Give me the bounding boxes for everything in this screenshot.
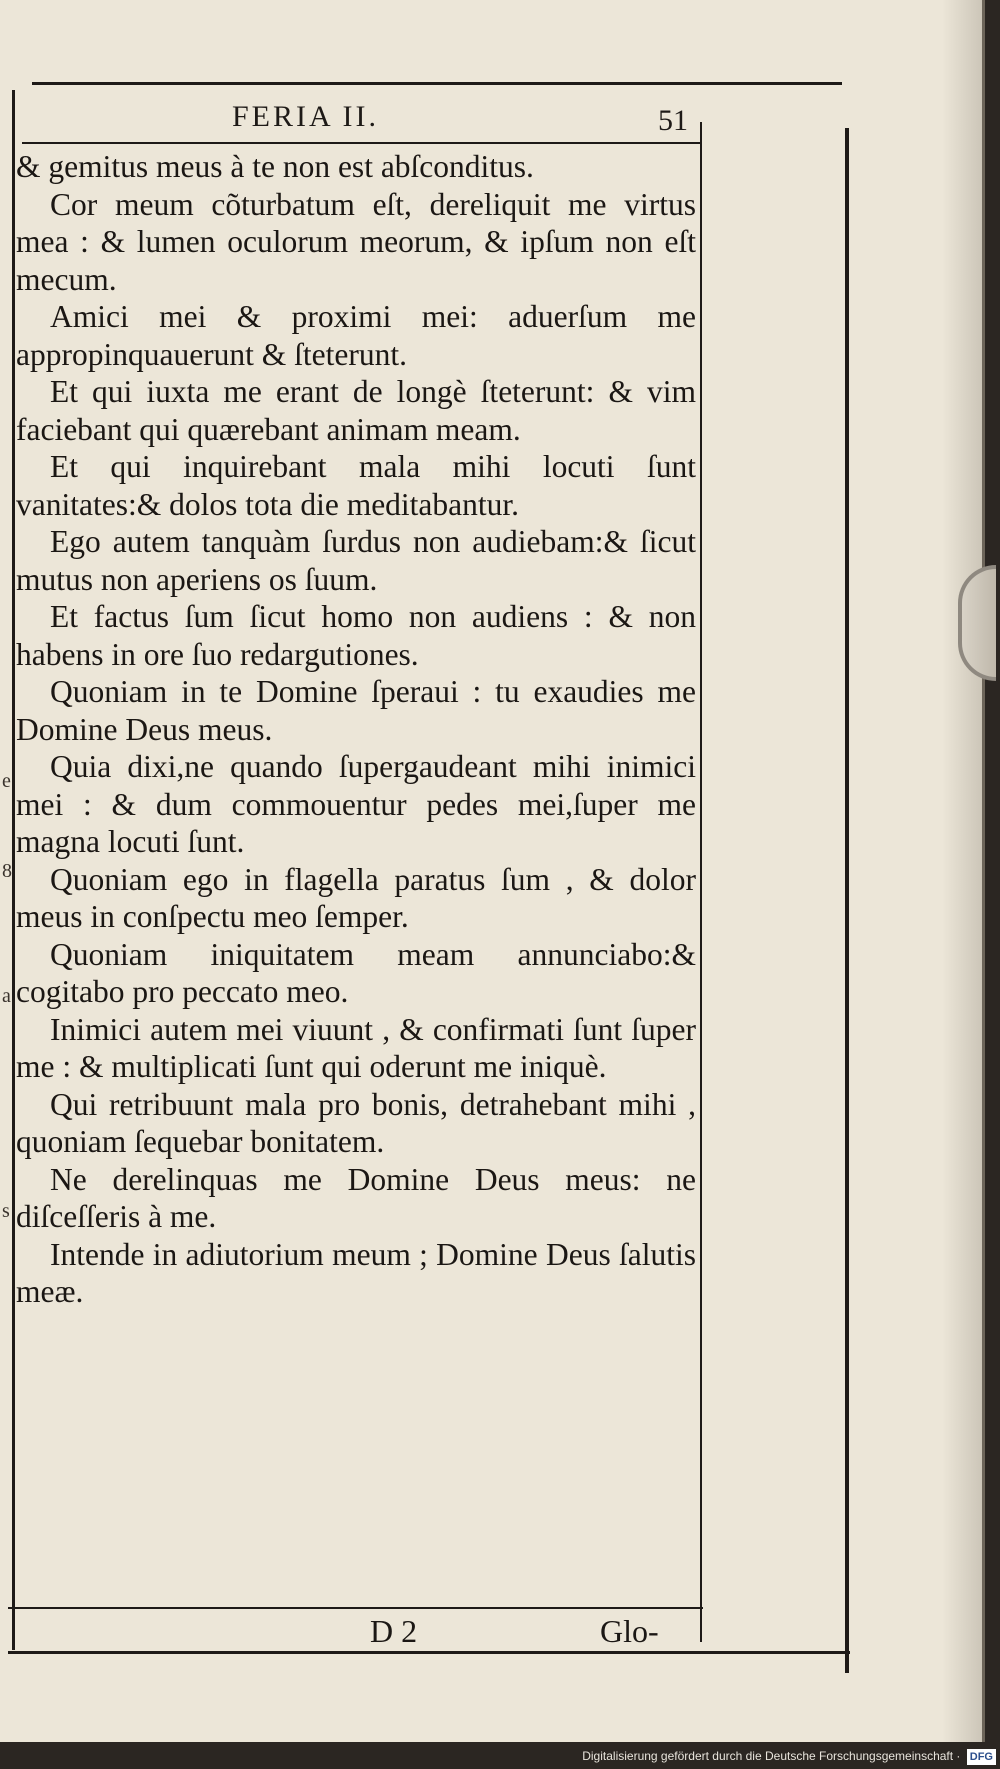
verse: Amici mei & proximi mei: aduerſum me appropinquauerunt & ſteterunt. (16, 299, 696, 372)
verse: Qui retribuunt mala pro bonis, detrahebant mihi , quoniam ſequebar bonitatem. (16, 1086, 696, 1159)
verse-continuation: & gemitus meus à te non est abſconditus. (16, 149, 534, 184)
running-head: FERIA II. (232, 100, 379, 133)
credit-text: Digitalisierung gefördert durch die Deutsche Forschungsgemeinschaft · (582, 1749, 961, 1763)
verse: Et qui inquirebant mala mihi locuti ſunt vanitates:& dolos tota die meditabantur. (16, 449, 696, 522)
verse: Ego autem tanquàm ſurdus non audiebam:& ſicut mutus non aperiens os ſuum. (16, 524, 696, 597)
margin-mark: e (2, 770, 11, 792)
top-rule (32, 82, 842, 85)
inner-right-frame-rule (700, 122, 702, 1642)
margin-mark: a (2, 985, 11, 1007)
bottom-rule-outer (8, 1651, 850, 1654)
catchword: Glo- (600, 1613, 659, 1649)
psalm-text (16, 148, 696, 1311)
verse: Cor meum cõturbatum eſt, dereliquit me virtus mea : & lumen oculorum meorum, & ipſum non eſt mecum. (16, 186, 696, 297)
left-frame-rule (12, 90, 15, 1650)
verse: Quoniam in te Domine ſperaui : tu exaudies me Domine Deus meus. (16, 674, 696, 747)
digitization-credit (582, 1745, 996, 1767)
verse: Quoniam iniquitatem meam annunciabo:& cogitabo pro peccato meo. (16, 936, 696, 1009)
verse: Et qui iuxta me erant de longè ſteterunt: & vim faciebant qui quærebant animam meam. (16, 374, 696, 447)
page-edge-shadow (942, 0, 982, 1742)
verse: Quoniam ego in flagella paratus ſum , & dolor meus in conſpectu meo ſemper. (16, 861, 696, 934)
book-clasp (958, 565, 996, 681)
verse: Quia dixi,ne quando ſupergaudeant mihi inimici mei : & dum commouentur pedes mei,ſuper me magna locuti ſunt. (16, 749, 696, 859)
bottom-rule-inner (8, 1607, 703, 1609)
outer-right-frame-rule (845, 128, 849, 1673)
margin-mark: 8 (2, 860, 12, 882)
verse: Intende in adiutorium meum ; Domine Deus ſalutis meæ. (16, 1236, 696, 1309)
header-rule (22, 142, 702, 144)
verse: Ne derelinquas me Domine Deus meus: ne diſceſſeris à me. (16, 1161, 696, 1234)
verse: Et factus ſum ſicut homo non audiens : & non habens in ore ſuo redargutiones. (16, 599, 696, 672)
verse: Inimici autem mei viuunt , & confirmati ſunt ſuper me : & multiplicati ſunt qui oderunt me iniquè. (16, 1011, 696, 1084)
margin-mark: s (2, 1200, 10, 1222)
page-header (22, 100, 700, 140)
dfg-logo-icon: DFG (967, 1749, 996, 1765)
page-number: 51 (658, 104, 688, 137)
signature-mark: D 2 (370, 1613, 418, 1649)
page-footer (0, 1613, 700, 1653)
